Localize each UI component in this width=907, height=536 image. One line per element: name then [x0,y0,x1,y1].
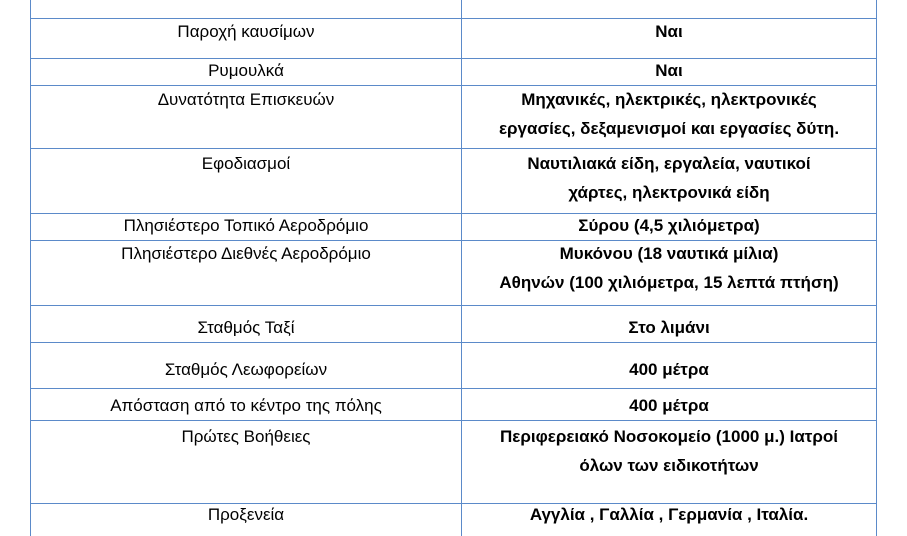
row-divider [30,388,877,389]
row-label: Σταθμός Ταξί [197,318,295,337]
row-value-line: Μηχανικές, ηλεκτρικές, ηλεκτρονικές [521,90,817,109]
row-label: Προξενεία [207,505,285,524]
row-value-line: Αθηνών (100 χιλιόμετρα, 15 λεπτά πτήση) [499,273,839,292]
row-label: Πρώτες Βοήθειες [181,427,311,446]
row-divider [30,503,877,504]
column-divider [30,0,31,536]
table-row [30,0,877,18]
column-divider [876,0,877,536]
row-divider [30,240,877,241]
row-label: Ρυμουλκά [208,61,284,80]
row-divider [30,148,877,149]
row-label: Παροχή καυσίμων [177,22,315,41]
row-label: Πλησιέστερο Τοπικό Αεροδρόμιο [123,216,369,235]
row-value-line: Σύρου (4,5 χιλιόμετρα) [578,216,760,235]
row-value-line: Στο λιμάνι [628,318,710,337]
row-value-line: 400 μέτρα [629,360,709,379]
row-divider [30,342,877,343]
row-divider [30,58,877,59]
row-divider [30,85,877,86]
row-label: Πλησιέστερο Διεθνές Αεροδρόμιο [121,244,371,263]
row-value-line: Μυκόνου (18 ναυτικά μίλια) [559,244,779,263]
row-value-line: Αγγλία , Γαλλία , Γερμανία , Ιταλία. [529,505,809,524]
row-value-line: χάρτες, ηλεκτρονικά είδη [568,183,770,202]
row-value-line: Ναι [655,22,683,41]
row-label: Απόσταση από το κέντρο της πόλης [110,396,382,415]
row-value-line: Περιφερειακό Νοσοκομείο (1000 μ.) Ιατροί [500,427,838,446]
row-label: Εφοδιασμοί [201,154,291,173]
row-divider [30,18,877,19]
row-divider [30,420,877,421]
column-divider [461,0,462,536]
row-value-line: Ναι [655,61,683,80]
row-value-line: εργασίες, δεξαμενισμοί και εργασίες δύτη. [498,119,840,138]
row-label: Σταθμός Λεωφορείων [164,360,328,379]
row-value-line: 400 μέτρα [629,396,709,415]
row-divider [30,305,877,306]
row-value-line: Ναυτιλιακά είδη, εργαλεία, ναυτικοί [527,154,811,173]
row-divider [30,213,877,214]
row-value-line: όλων των ειδικοτήτων [579,456,759,475]
row-label: Δυνατότητα Επισκευών [157,90,335,109]
